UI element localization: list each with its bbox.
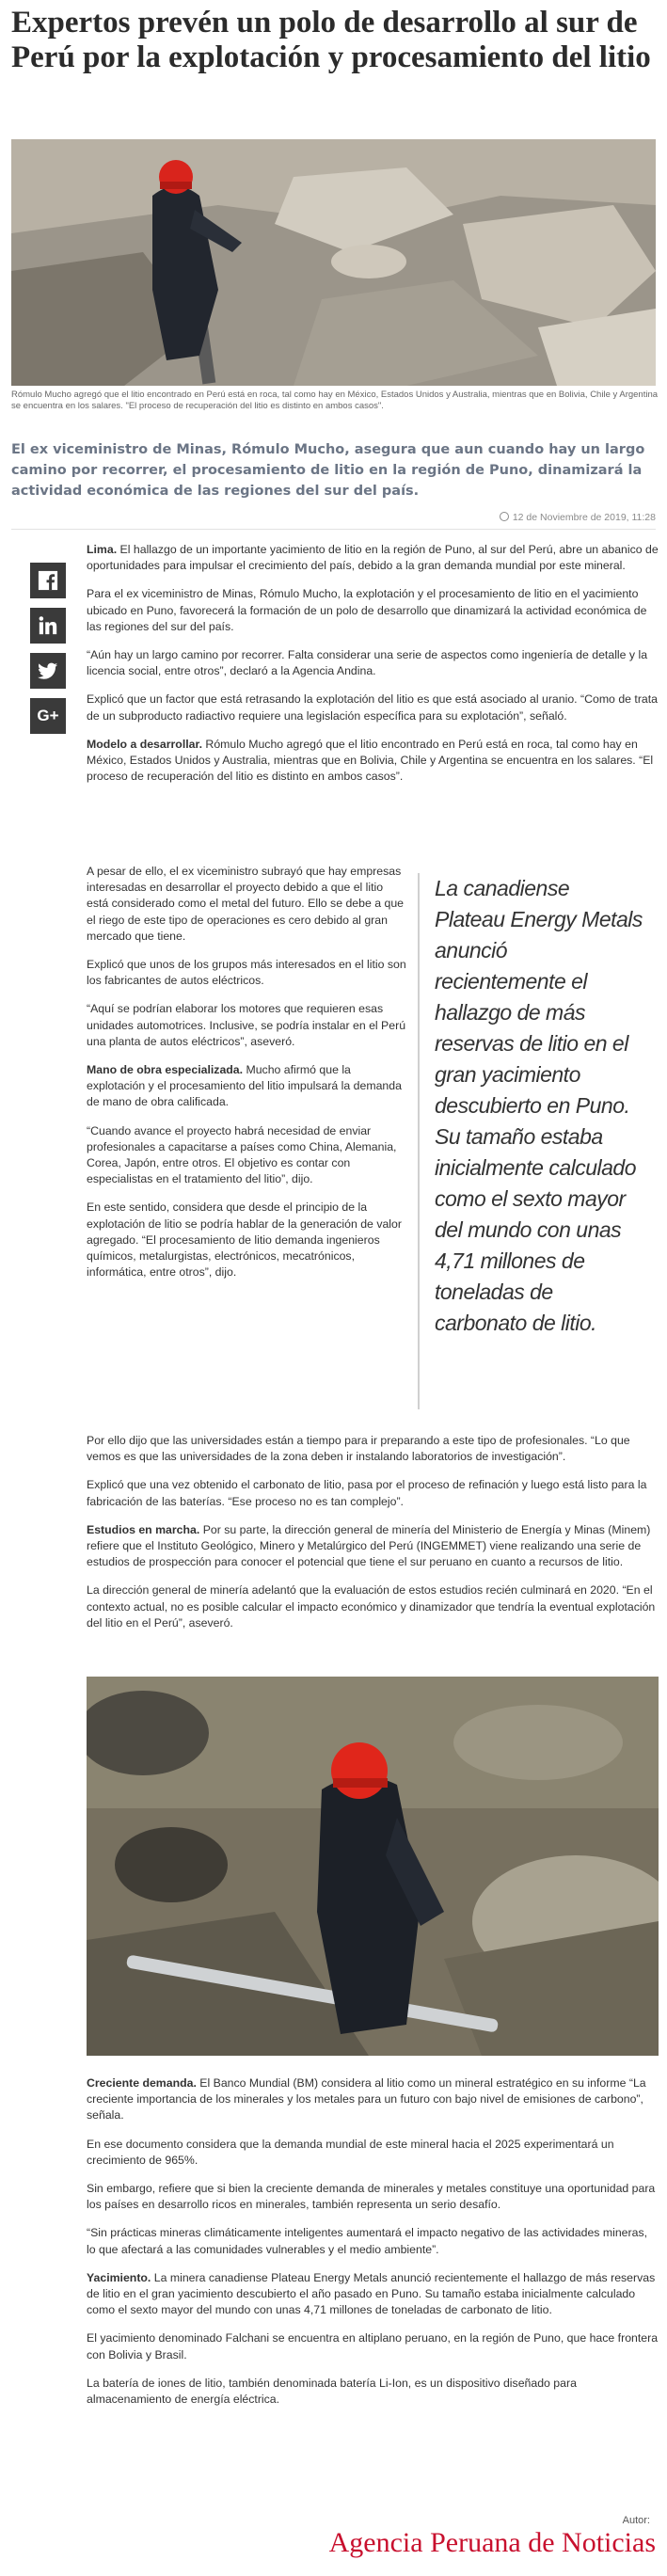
pull-quote: La canadiense Plateau Energy Metals anunció recientemente el hallazgo de más reservas de litio en el gran yacimiento descubierto en Puno. Su tamaño estaba inicialmente calculado como el sexto mayor del mundo con unas 4,71 millones de toneladas de carbonato de litio. [418, 873, 643, 1409]
paragraph: “Aquí se podrían elaborar los motores que requieren esas unidades automotrices. Inclusive, se podría instalar en el Perú una planta de autos eléctricos”, aseveró. [87, 1002, 406, 1048]
share-bar [30, 563, 66, 743]
google-plus-icon: G+ [37, 707, 59, 724]
article-body-narrow [87, 864, 406, 1293]
paragraph: Creciente demanda. El Banco Mundial (BM) considera al litio como un mineral estratégico en su informe “La creciente importancia de los minerales y los metales para un futuro con bajo nivel de emisiones de carbono”, señala. [87, 2076, 646, 2123]
paragraph: Para el ex viceministro de Minas, Rómulo Mucho, la explotación y el procesamiento de litio en el yacimiento ubicado en Puno, favorecerá la formación de un polo de desarrollo que dinamizará la actividad económica de las regiones del sur del país. [87, 587, 647, 633]
paragraph: Explicó que unos de los grupos más interesados en el litio son los fabricantes de autos eléctricos. [87, 958, 406, 988]
linkedin-icon [38, 615, 58, 636]
paragraph: Yacimiento. La minera canadiense Plateau Energy Metals anunció recientemente el hallazgo de más reservas de litio en el gran yacimiento descubierto el año pasado en Puno. Su tamaño estaba inicialmente calculado como el sexto mayor del mundo con unas 4,71 millones de toneladas de carbonato de litio. [87, 2270, 656, 2317]
publish-date-text: 12 de Noviembre de 2019, 11:28 [512, 512, 656, 523]
article-photo [87, 1677, 659, 2056]
paragraph: En este sentido, considera que desde el principio de la explotación de litio se podría hablar de la generación de valor agregado. “El procesamiento de litio demanda ingenieros químicos, metalurgistas, electrónicos, mecatrónicos, informática, entre otros”, dijo. [87, 1201, 402, 1280]
article-lead: El ex viceministro de Minas, Rómulo Mucho, asegura que aun cuando hay un largo camino por recorrer, el procesamiento de litio en la región de Puno, dinamizará la actividad económica de las regiones del sur del país. [11, 442, 645, 499]
paragraph: Modelo a desarrollar. Rómulo Mucho agregó que el litio encontrado en Perú está en roca, tal como hay en México, Estados Unidos y Australia, mientras que en Bolivia, Chile y Argentina se encuentra en los salares. “El proceso de recuperación del litio es distinto en ambos casos”. [87, 737, 654, 784]
paragraph: “Sin prácticas mineras climáticamente inteligentes aumentará el impacto negativo de las actividades mineras, lo que afectará a las comunidades vulnerables y el medio ambiente”. [87, 2226, 648, 2256]
paragraph: Estudios en marcha. Por su parte, la dirección general de minería del Ministerio de Energía y Minas (Minem) refiere que el Instituto Geológico, Minero y Metalúrgico del Perú (INGEMMET) viene realizando una serie de estudios de prospección para conocer el potencial que tiene el sur peruano en cuanto a recursos de litio. [87, 1522, 651, 1569]
paragraph: La batería de iones de litio, también denominada batería Li-Ion, es un dispositivo diseñado para almacenamiento de energía eléctrica. [87, 2376, 577, 2407]
hero-caption: Rómulo Mucho agregó que el litio encontrado en Perú está en roca, tal como hay en México, Estados Unidos y Australia, mientras que en Bolivia, Chile y Argentina se encuentra en los salares. "El proceso de recuperación del litio es distinto en ambos casos". [11, 390, 659, 411]
clock-icon [500, 512, 509, 521]
paragraph: Mano de obra especializada. Mucho afirmó que la explotación y el procesamiento del litio impulsará la demanda de mano de obra calificada. [87, 1063, 402, 1109]
share-facebook-button[interactable] [30, 563, 66, 598]
author-label: Autor: [622, 2515, 650, 2526]
paragraph: Sin embargo, refiere que si bien la creciente demanda de minerales y metales constituye una oportunidad para los países en desarrollo ricos en minerales, también representa un serio desafío. [87, 2182, 656, 2212]
share-google-plus-button[interactable] [30, 698, 66, 734]
twitter-icon [38, 660, 58, 681]
paragraph: “Cuando avance el proyecto habrá necesidad de enviar profesionales a capacitarse a países como China, Alemania, Corea, Japón, entre otros. El objetivo es contar con especialistas en el tratamiento del litio”, dijo. [87, 1123, 397, 1186]
paragraph: En ese documento considera que la demanda mundial de este mineral hacia el 2025 experimentará un crecimiento de 965%. [87, 2137, 614, 2167]
publish-date [500, 512, 656, 523]
share-linkedin-button[interactable] [30, 608, 66, 644]
paragraph: Por ello dijo que las universidades están a tiempo para ir preparando a este tipo de profesionales. “Lo que vemos es que las universidades de la zona deben ir instalando laboratorios de investigación”. [87, 1434, 630, 1464]
article-body-top [87, 542, 659, 797]
author-name[interactable]: Agencia Peruana de Noticias [328, 2527, 656, 2558]
article-body-middle [87, 1433, 659, 1644]
hero-image [11, 139, 656, 386]
paragraph: Explicó que una vez obtenido el carbonato de litio, pasa por el proceso de refinación y luego está listo para la fabricación de las baterías. “Ese proceso no es tan complejo”. [87, 1478, 647, 1508]
facebook-icon [38, 570, 58, 591]
paragraph: “Aún hay un largo camino por recorrer. Falta considerar una serie de aspectos como ingeniería de detalle y la licencia social, entre otros”, declaró a la Agencia Andina. [87, 648, 648, 678]
paragraph: La dirección general de minería adelantó que la evaluación de estos estudios recién culminará en 2020. “En el contexto actual, no es posible calcular el impacto económico y dinamizador que tendría la eventual explotación del litio en el Perú”, aseveró. [87, 1583, 656, 1630]
article-body-bottom [87, 2075, 659, 2420]
divider [11, 529, 656, 530]
paragraph: El yacimiento denominado Falchani se encuentra en altiplano peruano, en la región de Puno, que hace frontera con Bolivia y Brasil. [87, 2331, 659, 2361]
article-title: Expertos prevén un polo de desarrollo al sur de Perú por la explotación y procesamiento del litio [11, 6, 651, 74]
paragraph: Explicó que un factor que está retrasando la explotación del litio es que está asociado al uranio. “Como de trata de un subproducto radiactivo requiere una legislación específica para su explotación”, señaló. [87, 692, 659, 723]
share-twitter-button[interactable] [30, 653, 66, 689]
paragraph: A pesar de ello, el ex viceministro subrayó que hay empresas interesadas en desarrollar el proyecto debido a que el litio está considerado como el metal del futuro. Ello se debe a que el riego de este tipo de operaciones es cero debido al gran mercado que tiene. [87, 865, 405, 943]
paragraph: Lima. El hallazgo de un importante yacimiento de litio en la región de Puno, al sur del Perú, abre un abanico de oportunidades para impulsar el crecimiento del país, debido a la gran demanda mundial por este mineral. [87, 543, 659, 573]
